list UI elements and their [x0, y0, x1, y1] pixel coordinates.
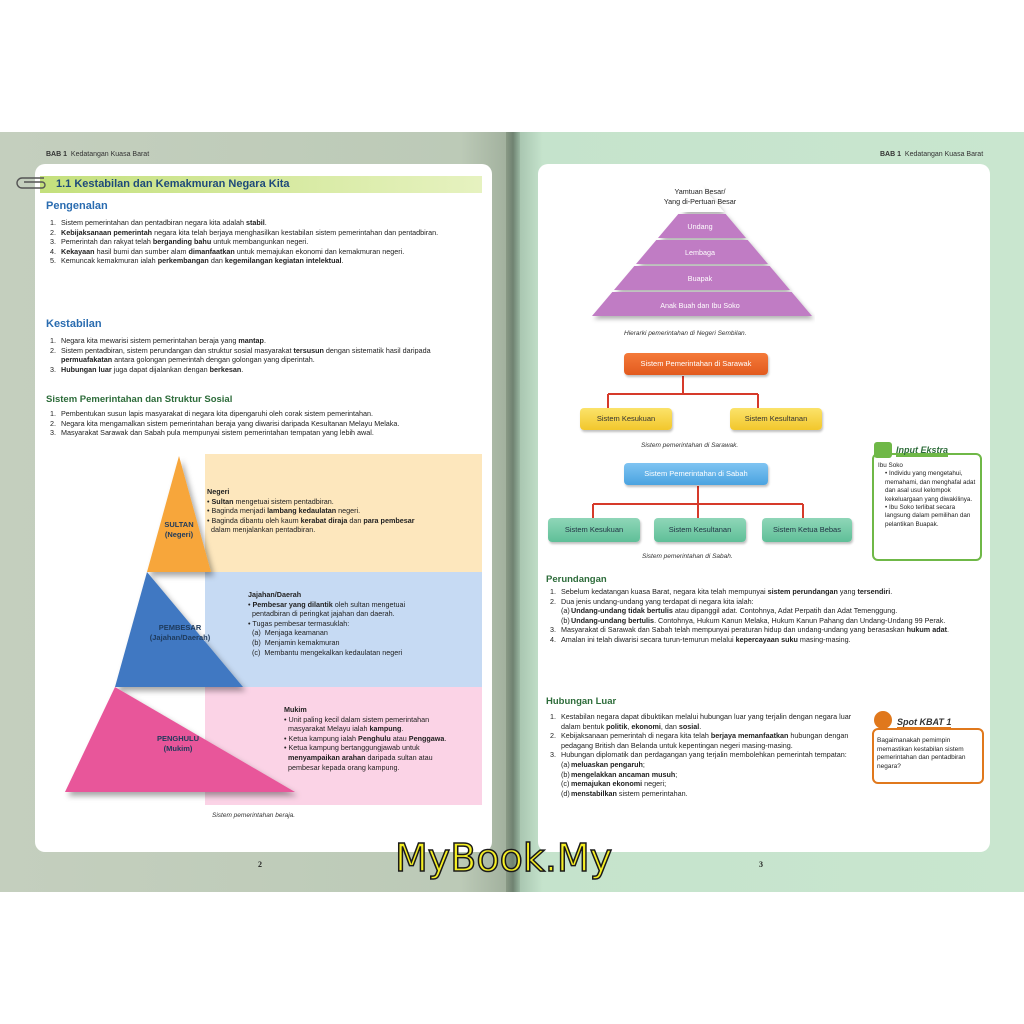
hubungan-item: 2. Kebijaksanaan pemerintah di negara kita telah berjaya memanfaatkan hubungan dengan pedagang British dan Belanda untuk kepentingan negeri masing-masing. — [550, 731, 849, 750]
hubungan-item: 1. Kestabilan negara dapat dibuktikan melalui hubungan luar yang terjalin dengan negara luar dalam bentuk politik, ekonomi, dan sosial. — [550, 712, 852, 731]
sarawak-kesultanan-box: Sistem Kesultanan — [730, 408, 822, 430]
heading-sistem: Sistem Pemerintahan dan Struktur Sosial — [46, 394, 233, 405]
running-head-left: BAB 1 Kedatangan Kuasa Barat — [46, 151, 150, 158]
hierarchy-level-undang: Undang — [687, 222, 713, 231]
pyramid-label-pembesar: PEMBESAR (Jajahan/Daerah) — [149, 623, 211, 642]
spot-kbat-title: Spot KBAT 1 — [897, 717, 952, 727]
section-title: 1.1 Kestabilan dan Kemakmuran Negara Kita — [56, 178, 290, 190]
hubungan-item: 3. Hubungan diplomatik dan perdagangan yang terjalin membolehkan pemerintah tempatan: (a) meluaskan pengaruh; (b) mengelakkan ancaman musuh; (c) memajukan ekonomi negeri; (d) menstabilkan sistem pemerintahan. — [550, 750, 847, 798]
watermark-text: MyBook.My — [395, 836, 613, 880]
page-number-left: 2 — [258, 860, 262, 869]
heading-kestabilan: Kestabilan — [46, 318, 102, 330]
running-head-right: BAB 1 Kedatangan Kuasa Barat — [880, 151, 984, 158]
sistem-item: 2. Negara kita mengamalkan sistem pemerintahan beraja yang diwarisi daripada Kesultanan Melayu Melaka. — [50, 418, 400, 428]
heading-pengenalan: Pengenalan — [46, 200, 108, 212]
sabah-kesultanan-box: Sistem Kesultanan — [654, 518, 746, 542]
hierarchy-caption: Hierarki pemerintahan di Negeri Sembilan. — [624, 330, 747, 337]
perundangan-item: 1. Sebelum kedatangan kuasa Barat, negara kita telah mempunyai sistem perundangan yang tersendiri. — [550, 587, 893, 596]
perundangan-item: 2. Dua jenis undang-undang yang terdapat di negara kita ialah: (a) Undang-undang tidak bertulis atau dipanggil adat. Contohnya, Adat Perpatih dan Adat Temenggung. (b) Undang-undang bertulis. Contohnya, Hukum Kanun Melaka, Hukum Kanun Pahang dan Undang-Undang 99 Perak. — [550, 596, 946, 625]
pengenalan-list — [50, 218, 482, 266]
kestabilan-item: 3. Hubungan luar juga dapat dijalankan dengan berkesan. — [50, 364, 244, 374]
pengenalan-item: 3. Pemerintah dan rakyat telah berganding bahu untuk membangunkan negeri. — [50, 237, 309, 247]
spot-kbat-text: Bagaimanakah pemimpin memastikan kestabilan sistem pemerintahan dan pentadbiran negara? — [877, 737, 966, 770]
sistem-list — [50, 409, 482, 438]
kestabilan-list — [50, 336, 482, 374]
pengenalan-item: 4. Kekayaan hasil bumi dan sumber alam dimanfaatkan untuk memajukan ekonomi dan kemakmuran negeri. — [50, 246, 405, 256]
book-spine — [506, 132, 520, 892]
input-ekstra-content: Ibu Soko • Individu yang mengetahui, memahami, dan menghafal adat dan asal usul kelompok kekeluargaan yang diwakilinya. • Ibu Soko terlibat secara langsung dalam pemilihan dan pelantikan Buapak. — [878, 462, 976, 528]
perundangan-list — [550, 587, 982, 645]
hierarchy-level-buapak: Buapak — [687, 274, 713, 283]
page-number-right: 3 — [759, 860, 763, 869]
pengenalan-item: 2. Kebijaksanaan pemerintah negara kita telah berjaya menghasilkan kestabilan sistem pemerintahan dan pentadbiran. — [50, 227, 439, 237]
hubungan-list — [550, 712, 862, 798]
heading-perundangan: Perundangan — [546, 574, 607, 585]
paperclip-icon — [14, 174, 50, 192]
mukim-desc: Mukim • Unit paling kecil dalam sistem pemerintahan masyarakat Melayu ialah kampung. • Ketua kampung ialah Penghulu atau Penggawa. • Ketua kampung bertanggungjawab untuk menyampaikan arahan daripada sultan atau pembesar kepada orang kampung. — [284, 705, 447, 772]
sistem-item: 1. Pembentukan susun lapis masyarakat di negara kita dipengaruhi oleh corak sistem pemerintahan. — [50, 409, 374, 418]
sabah-root-box: Sistem Pemerintahan di Sabah — [624, 463, 768, 485]
info-icon — [874, 442, 892, 458]
owl-icon — [874, 711, 892, 729]
perundangan-item: 4. Amalan ini telah diwarisi secara turun-temurun melalui kepercayaan suku masing-masing. — [550, 634, 851, 644]
sarawak-root-box: Sistem Pemerintahan di Sarawak — [624, 353, 768, 375]
sarawak-caption: Sistem pemerintahan di Sarawak. — [641, 442, 739, 449]
hierarchy-level-lembaga: Lembaga — [685, 248, 715, 257]
kestabilan-item: 1. Negara kita mewarisi sistem pemerintahan beraja yang mantap. — [50, 336, 266, 345]
pyramid-label-sultan: SULTAN (Negeri) — [164, 520, 194, 539]
pyramid-caption: Sistem pemerintahan beraja. — [212, 812, 296, 819]
heading-hubungan: Hubungan Luar — [546, 696, 617, 707]
sabah-ketua-bebas-box: Sistem Ketua Bebas — [762, 518, 852, 542]
pengenalan-item: 1. Sistem pemerintahan dan pentadbiran negara kita adalah stabil. — [50, 218, 267, 227]
sarawak-kesukuan-box: Sistem Kesukuan — [580, 408, 672, 430]
input-ekstra-title: Input Ekstra — [896, 445, 949, 455]
negeri-desc: Negeri • Sultan mengetuai sistem pentadbiran. • Baginda menjadi lambang kedaulatan negeri. • Baginda dibantu oleh kaum kerabat diraja dan para pembesar dalam menjalankan pentadbiran. — [207, 487, 415, 535]
perundangan-item: 3. Masyarakat di Sarawak dan Sabah telah mempunyai peraturan hidup dan undang-undang yang berasaskan hukum adat. — [550, 625, 949, 635]
sabah-kesukuan-box: Sistem Kesukuan — [548, 518, 640, 542]
hierarchy-top-label: Yamtuan Besar/ Yang di-Pertuan Besar — [663, 187, 737, 206]
sistem-item: 3. Masyarakat Sarawak dan Sabah pula mempunyai sistem pemerintahan tempatan yang lebih awal. — [50, 428, 374, 438]
pengenalan-item: 5. Kemuncak kemakmuran ialah perkembangan dan kegemilangan kegiatan intelektual. — [50, 256, 344, 266]
pyramid-sultan-level — [147, 456, 211, 572]
kestabilan-item: 2. Sistem pentadbiran, sistem perundangan dan struktur sosial masyarakat tersusun dengan sistematik hasil daripada permuafakatan antara golongan pemerintah dengan golongan yang diperintah. — [50, 345, 431, 365]
pyramid-label-penghulu: PENGHULU (Mukim) — [156, 734, 200, 753]
jajahan-desc: Jajahan/Daerah • Pembesar yang dilantik oleh sultan mengetuai pentadbiran di peringkat jajahan dan daerah. • Tugas pembesar termasuklah: (a) Menjaga keamanan (b) Menjamin kemakmuran (c) Membantu mengekalkan kedaulatan negeri — [248, 590, 406, 657]
sabah-caption: Sistem pemerintahan di Sabah. — [642, 553, 733, 560]
hierarchy-level-anak-buah: Anak Buah dan Ibu Soko — [660, 301, 740, 310]
